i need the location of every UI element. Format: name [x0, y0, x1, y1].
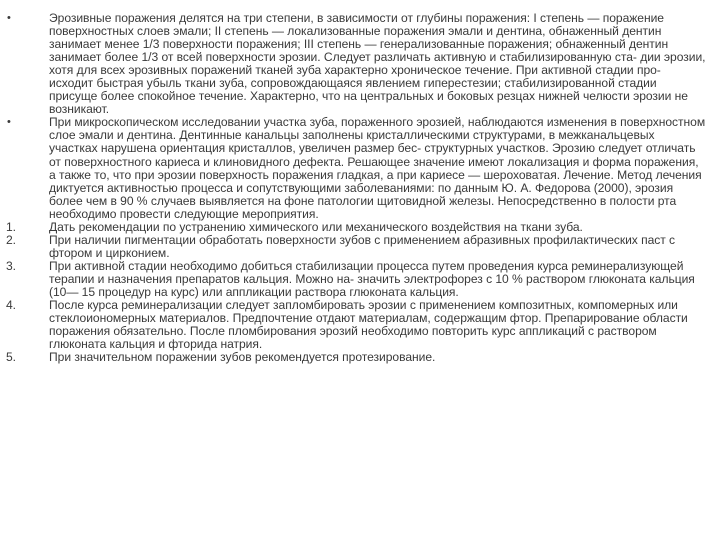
bullet-item-2 [0, 116, 720, 220]
bullet-marker: • [7, 12, 11, 24]
numbered-item-2 [0, 234, 720, 260]
bullet-item-1 [0, 12, 720, 116]
number-marker: 5. [6, 350, 16, 365]
number-marker: 1. [6, 219, 16, 234]
numbered-text: При наличии пигментации обработать поверхности зубов с применением абразивных профилактических паст с фтором и цирконием. [49, 232, 676, 260]
numbered-text: После курса реминерализации следует запломбировать эрозии с применением композитных, компомерных или стеклоиономерных материалов. Предпочтение отдают материалам, содержащим фтор. Препарирование области поражения обязательно. После пломбирования эрозий необходимо повторить курс аппликаций с раствором глюконата кальция и фторида натрия. [49, 298, 688, 352]
number-marker: 2. [6, 232, 16, 247]
numbered-text: При активной стадии необходимо добиться стабилизации процесса путем проведения курса реминерализующей терапии и назначения препаратов кальция. Можно на- значить электрофорез с 10 % раствором глюконата кальция (10— 15 процедур на курс) или аппликации раствора глюконата кальция. [49, 258, 695, 299]
number-marker: 4. [6, 298, 16, 313]
document-page [0, 12, 720, 364]
numbered-item-4 [0, 299, 720, 351]
bullet-text: Эрозивные поражения делятся на три степени, в зависимости от глубины поражения: I степень — поражение поверхностных слоев эмали; II степень — локализованные поражения эмали и дентина, обнаженный дентин занимает менее 1/3 поверхности поражения; III степень — генерализованные поражения; обнаженный дентин занимает более 1/3 от всей поверхности эрозии. Следует различать активную и стабилизированную ста- дии эрозии, хотя для всех эрозивных поражений тканей зуба характерно хроническое течение. При активной стадии про- исходит быстрая убыль ткани зуба, сопровождающаяся явлением гиперестезии; стабилизированной стадии присуще более спокойное течение. Характерно, что на центральных и боковых резцах нижней челюсти эрозии не возникают. [49, 11, 706, 117]
numbered-text: Дать рекомендации по устранению химического или механического воздействия на ткани зуба. [49, 219, 583, 234]
numbered-item-5 [0, 351, 720, 364]
numbered-text: При значительном поражении зубов рекомендуется протезирование. [49, 350, 436, 365]
numbered-item-1 [0, 221, 720, 234]
bullet-text: При микроскопическом исследовании участка зуба, пораженного эрозией, наблюдаются изменения в поверхностном слое эмали и дентина. Дентинные канальцы заполнены кристаллическими структурами, в межканальцевых участках нарушена ориентация кристаллов, увеличен размер бес- структурных участков. Эрозию следует отличать от поверхностного кариеса и клиновидного дефекта. Решающее значение имеют локализация и форма поражения, а также то, что при эрозии поверхность поражения гладкая, а при кариесе — шероховатая. Лечение. Метод лечения диктуется активностью процесса и сопутствующими заболеваниями: по данным Ю. А. Федорова (2000), эрозия более чем в 90 % случаев выявляется на фоне патологии щитовидной железы. Непосредственно в полости рта необходимо провести следующие мероприятия. [49, 115, 706, 221]
bullet-marker: • [7, 116, 11, 129]
number-marker: 3. [6, 258, 16, 273]
numbered-item-3 [0, 260, 720, 299]
